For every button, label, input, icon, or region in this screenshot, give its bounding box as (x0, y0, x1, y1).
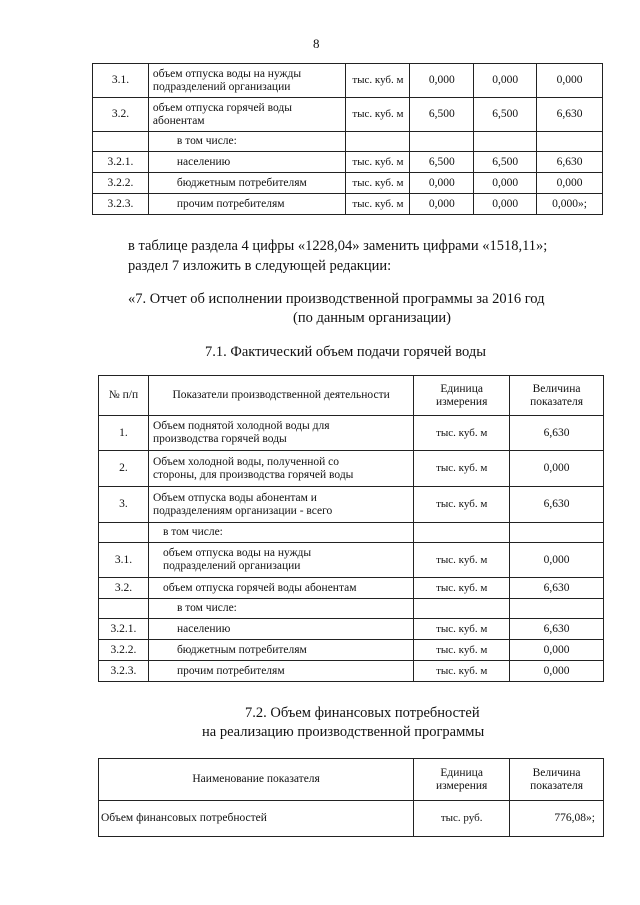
row-value-2: 6,500 (474, 98, 537, 132)
row-name: в том числе: (148, 523, 413, 543)
row-value: 0,000 (510, 543, 604, 578)
row-value: 6,630 (510, 416, 604, 451)
row-value-3: 0,000 (537, 64, 603, 98)
table-row (93, 152, 603, 173)
row-unit: тыс. куб. м (346, 64, 410, 98)
row-value-3 (537, 132, 603, 152)
header-value: Величина показателя (510, 376, 604, 416)
table-row (99, 416, 604, 451)
row-unit: тыс. куб. м (414, 451, 510, 487)
row-unit: тыс. куб. м (414, 416, 510, 451)
row-name: Объем холодной воды, полученной со стороны, для производства горячей воды (148, 451, 413, 487)
row-number: 3.2.1. (99, 619, 149, 640)
row-value-3: 0,000 (537, 173, 603, 194)
paragraph-line-1: в таблице раздела 4 цифры «1228,04» заменить цифрами «1518,11»; (128, 238, 548, 254)
row-name: объем отпуска воды на нужды подразделений организации (148, 64, 346, 98)
row-unit (346, 132, 410, 152)
table-row (93, 173, 603, 194)
row-unit: тыс. куб. м (346, 152, 410, 173)
row-value: 0,000 (510, 661, 604, 682)
header-number: № п/п (99, 376, 149, 416)
section-title-line-1: «7. Отчет об исполнении производственной программы за 2016 год (128, 291, 545, 307)
table-row (99, 599, 604, 619)
row-unit (414, 523, 510, 543)
row-value: 776,08»; (510, 801, 604, 837)
row-name: в том числе: (148, 599, 413, 619)
header-value: Величина показателя (510, 759, 604, 801)
row-name: Объем отпуска воды абонентам и подразделениям организации - всего (148, 487, 413, 523)
table-header-row (99, 759, 604, 801)
row-number: 3.1. (99, 543, 149, 578)
header-name: Наименование показателя (99, 759, 414, 801)
subsection-title-7-2-line-2: на реализацию производственной программы (202, 724, 485, 740)
row-name: бюджетным потребителям (148, 173, 346, 194)
row-value-1 (410, 132, 474, 152)
header-unit: Единица измерения (414, 759, 510, 801)
row-unit: тыс. куб. м (414, 578, 510, 599)
row-number: 3.1. (93, 64, 149, 98)
table-row (99, 801, 604, 837)
row-number: 3.2.1. (93, 152, 149, 173)
table-row (93, 194, 603, 215)
table-row (99, 640, 604, 661)
row-unit (414, 599, 510, 619)
row-value-1: 0,000 (410, 64, 474, 98)
row-unit: тыс. куб. м (346, 98, 410, 132)
row-value: 0,000 (510, 640, 604, 661)
row-value-2: 0,000 (474, 64, 537, 98)
row-unit: тыс. куб. м (414, 487, 510, 523)
row-number (99, 599, 149, 619)
table-row (93, 132, 603, 152)
table-row (99, 578, 604, 599)
row-unit: тыс. куб. м (414, 661, 510, 682)
table-row (99, 451, 604, 487)
row-value-3: 6,630 (537, 152, 603, 173)
row-name: объем отпуска воды на нужды подразделений организации (148, 543, 413, 578)
row-unit: тыс. куб. м (414, 543, 510, 578)
row-name: объем отпуска горячей воды абонентам (148, 578, 413, 599)
row-number: 3.2.2. (93, 173, 149, 194)
row-number (99, 523, 149, 543)
header-name: Показатели производственной деятельности (148, 376, 413, 416)
row-unit: тыс. куб. м (414, 640, 510, 661)
row-value: 6,630 (510, 619, 604, 640)
row-value-2: 0,000 (474, 194, 537, 215)
row-value-1: 6,500 (410, 152, 474, 173)
table-row (99, 661, 604, 682)
paragraph-line-2: раздел 7 изложить в следующей редакции: (128, 258, 392, 274)
row-name: в том числе: (148, 132, 346, 152)
row-name: прочим потребителям (148, 194, 346, 215)
row-value-2: 6,500 (474, 152, 537, 173)
row-value-2: 0,000 (474, 173, 537, 194)
row-name: бюджетным потребителям (148, 640, 413, 661)
table-row (99, 619, 604, 640)
row-value-1: 0,000 (410, 194, 474, 215)
row-value-1: 6,500 (410, 98, 474, 132)
table-7-1 (98, 375, 604, 682)
row-name: прочим потребителям (148, 661, 413, 682)
row-number: 3.2. (99, 578, 149, 599)
page-number: 8 (313, 36, 320, 51)
row-name: населению (148, 152, 346, 173)
row-unit: тыс. куб. м (414, 619, 510, 640)
row-name: населению (148, 619, 413, 640)
row-number: 3.2.3. (99, 661, 149, 682)
row-unit: тыс. руб. (414, 801, 510, 837)
table-top (92, 63, 603, 215)
section-title-line-2: (по данным организации) (293, 310, 452, 326)
subsection-title-7-1: 7.1. Фактический объем подачи горячей воды (205, 344, 487, 360)
row-value-1: 0,000 (410, 173, 474, 194)
row-value (510, 599, 604, 619)
row-number: 1. (99, 416, 149, 451)
row-value: 0,000 (510, 451, 604, 487)
row-value-2 (474, 132, 537, 152)
row-number (93, 132, 149, 152)
row-value (510, 523, 604, 543)
row-number: 3.2.2. (99, 640, 149, 661)
row-number: 2. (99, 451, 149, 487)
row-number: 3. (99, 487, 149, 523)
subsection-title-7-2-line-1: 7.2. Объем финансовых потребностей (245, 705, 480, 721)
table-row (93, 64, 603, 98)
row-number: 3.2.3. (93, 194, 149, 215)
table-header-row (99, 376, 604, 416)
row-name: объем отпуска горячей воды абонентам (148, 98, 346, 132)
row-value: 6,630 (510, 487, 604, 523)
row-name: Объем финансовых потребностей (99, 801, 414, 837)
table-row (99, 543, 604, 578)
row-value: 6,630 (510, 578, 604, 599)
row-name: Объем поднятой холодной воды для производства горячей воды (148, 416, 413, 451)
row-value-3: 6,630 (537, 98, 603, 132)
row-unit: тыс. куб. м (346, 173, 410, 194)
row-unit: тыс. куб. м (346, 194, 410, 215)
table-row (99, 487, 604, 523)
header-unit: Единица измерения (414, 376, 510, 416)
row-value-3: 0,000»; (537, 194, 603, 215)
table-row (93, 98, 603, 132)
table-7-2 (98, 758, 604, 837)
row-number: 3.2. (93, 98, 149, 132)
table-row (99, 523, 604, 543)
